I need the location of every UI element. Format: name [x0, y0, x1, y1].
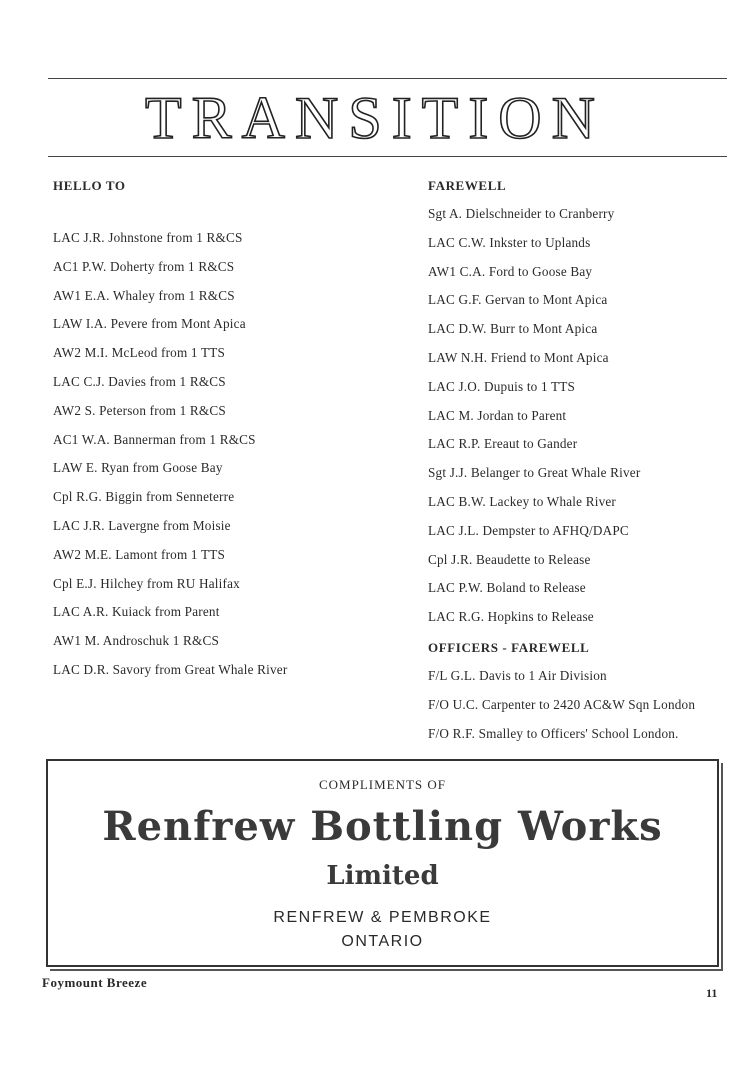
- hello-item: LAC J.R. Lavergne from Moisie: [53, 517, 231, 533]
- ad-company-name: Renfrew Bottling Works: [102, 803, 663, 850]
- farewell-item: LAC G.F. Gervan to Mont Apica: [428, 292, 608, 308]
- page-number: 11: [706, 986, 718, 1000]
- farewell-item: LAC P.W. Boland to Release: [428, 580, 586, 596]
- farewell-item: LAC C.W. Inkster to Uplands: [428, 234, 591, 250]
- farewell-item: LAC M. Jordan to Parent: [428, 407, 567, 423]
- hello-item: LAC J.R. Johnstone from 1 R&CS: [53, 230, 243, 245]
- hello-item: AW1 E.A. Whaley from 1 R&CS: [53, 287, 235, 303]
- hello-item: AW2 S. Peterson from 1 R&CS: [53, 402, 226, 418]
- hello-heading: HELLO TO: [53, 178, 126, 193]
- hello-column: [53, 172, 393, 685]
- farewell-item: LAW N.H. Friend to Mont Apica: [428, 349, 609, 365]
- hello-item: AC1 W.A. Bannerman from 1 R&CS: [53, 431, 256, 447]
- hello-item: AW1 M. Androschuk 1 R&CS: [53, 633, 220, 649]
- advertisement-box: [46, 759, 719, 967]
- farewell-item: Sgt J.J. Belanger to Great Whale River: [428, 465, 641, 481]
- hello-item: LAC C.J. Davies from 1 R&CS: [53, 373, 226, 389]
- page-title: TRANSITION: [145, 85, 605, 151]
- hello-list: [53, 224, 393, 685]
- officers-heading: OFFICERS - FAREWELL: [428, 639, 590, 655]
- officers-list: [428, 662, 738, 748]
- hello-item: Cpl E.J. Hilchey from RU Halifax: [53, 575, 240, 591]
- farewell-item: LAC B.W. Lackey to Whale River: [428, 493, 617, 509]
- hello-item: AW2 M.E. Lamont from 1 TTS: [53, 546, 226, 562]
- hello-item: LAW E. Ryan from Goose Bay: [53, 460, 223, 476]
- farewell-item: LAC J.O. Dupuis to 1 TTS: [428, 378, 576, 394]
- farewell-item: LAC R.P. Ereaut to Gander: [428, 436, 578, 452]
- hello-item: LAC A.R. Kuiack from Parent: [53, 604, 220, 620]
- hello-item: AW2 M.I. McLeod from 1 TTS: [53, 345, 226, 361]
- farewell-item: Cpl J.R. Beaudette to Release: [428, 551, 591, 567]
- officer-item: F/O R.F. Smalley to Officers' School London.: [428, 725, 679, 741]
- ad-limited: Limited: [326, 861, 439, 891]
- farewell-item: LAC D.W. Burr to Mont Apica: [428, 321, 598, 337]
- farewell-heading: FAREWELL: [428, 178, 507, 193]
- ad-cities: RENFREW & PEMBROKE: [273, 909, 492, 926]
- farewell-item: LAC J.L. Dempster to AFHQ/DAPC: [428, 522, 629, 538]
- farewell-column: [428, 172, 738, 748]
- ad-compliments: COMPLIMENTS OF: [318, 777, 447, 792]
- farewell-item: LAC R.G. Hopkins to Release: [428, 609, 594, 625]
- farewell-item: Sgt A. Dielschneider to Cranberry: [428, 206, 615, 221]
- ad-province: ONTARIO: [341, 933, 424, 950]
- farewell-item: AW1 C.A. Ford to Goose Bay: [428, 263, 593, 279]
- hello-item: LAC D.R. Savory from Great Whale River: [53, 661, 288, 677]
- farewell-list: [428, 200, 738, 632]
- hello-item: Cpl R.G. Biggin from Senneterre: [53, 489, 235, 505]
- hello-item: AC1 P.W. Doherty from 1 R&CS: [53, 258, 235, 274]
- publication-name: Foymount Breeze: [42, 975, 148, 990]
- top-rule: [48, 78, 727, 79]
- officer-item: F/L G.L. Davis to 1 Air Division: [428, 667, 607, 683]
- officer-item: F/O U.C. Carpenter to 2420 AC&W Sqn London: [428, 696, 696, 712]
- bottom-rule: [48, 156, 727, 157]
- hello-item: LAW I.A. Pevere from Mont Apica: [53, 316, 246, 332]
